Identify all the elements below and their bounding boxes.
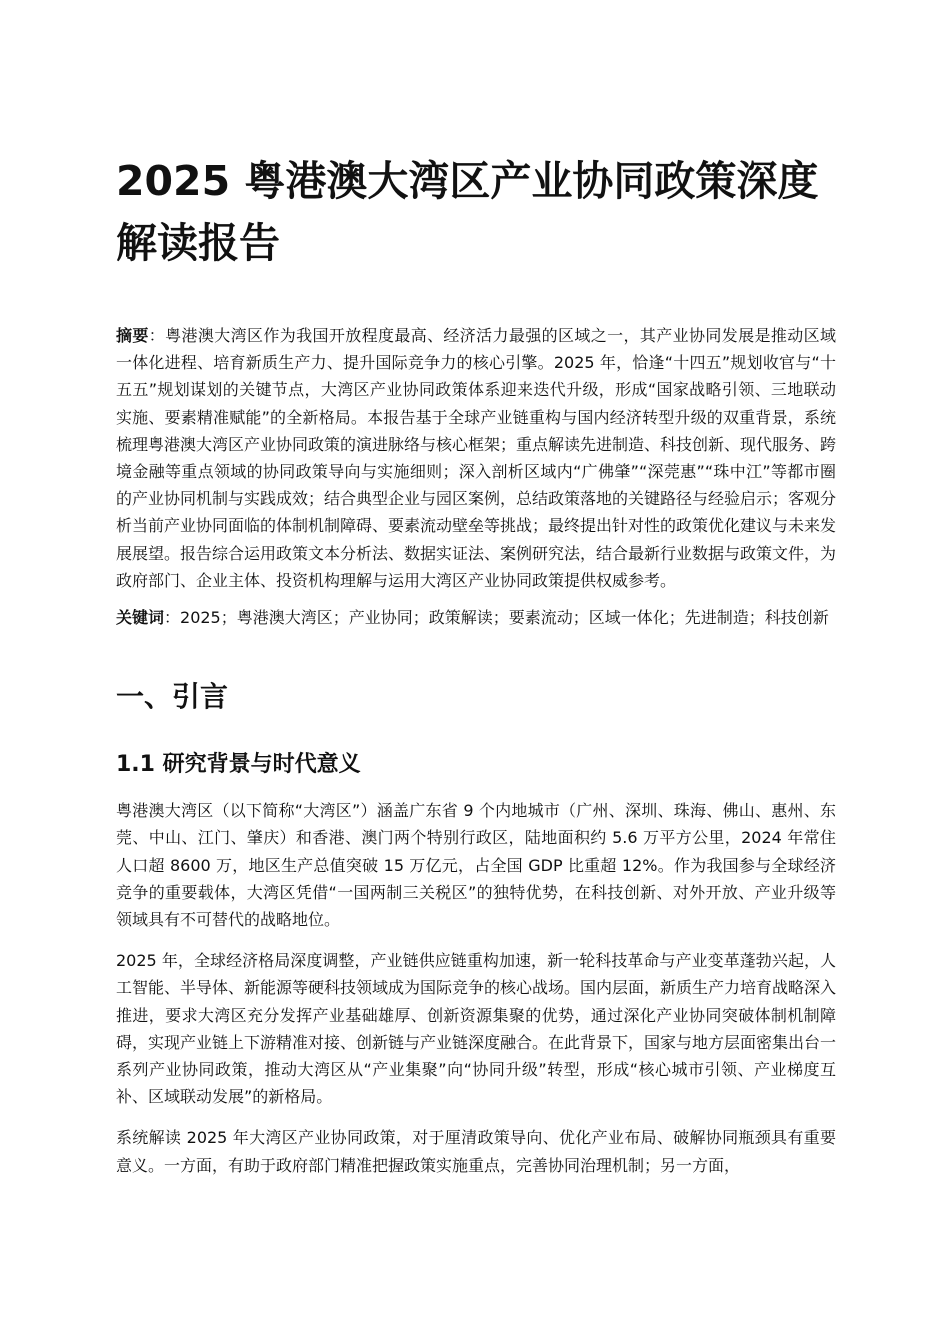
document-title-line-2: 解读报告 xyxy=(116,219,280,267)
keywords-text: ：2025；粤港澳大湾区；产业协同；政策解读；要素流动；区域一体化；先进制造；科技创新 xyxy=(164,608,829,628)
abstract-text: ：粤港澳大湾区作为我国开放程度最高、经济活力最强的区域之一，其产业协同发展是推动区域一体化进程、培育新质生产力、提升国际竞争力的核心引擎。2025 年，恰逢“十四五”规划收官与“十五五”规划谋划的关键节点，大湾区产业协同政策体系迎来迭代升级，形成“国家战略引领、三地联动实施、要素精准赋能”的全新格局。本报告基于全球产业链重构与国内经济转型升级的双重背景，系统梳理粤港澳大湾区产业协同政策的演进脉络与核心框架；重点解读先进制造、科技创新、现代服务、跨境金融等重点领域的协同政策导向与实施细则；深入剖析区域内“广佛肇”“深莞惠”“珠中江”等都市圈的产业协同机制与实践成效；结合典型企业与园区案例，总结政策落地的关键路径与经验启示；客观分析当前产业协同面临的体制机制障碍、要素流动壁垒等挑战；最终提出针对性的政策优化建议与未来发展展望。报告综合运用政策文本分析法、数据实证法、案例研究法，结合最新行业数据与政策文件，为政府部门、企业主体、投资机构理解与运用大湾区产业协同政策提供权威参考。 xyxy=(116,326,837,590)
abstract-paragraph xyxy=(116,322,836,594)
document-title xyxy=(116,150,836,274)
body-paragraph: 粤港澳大湾区（以下简称“大湾区”）涵盖广东省 9 个内地城市（广州、深圳、珠海、佛山、惠州、东莞、中山、江门、肇庆）和香港、澳门两个特别行政区，陆地面积约 5.6 万平方公里，2024 年常住人口超 8600 万，地区生产总值突破 15 万亿元，占全国 GDP 比重超 12%。作为我国参与全球经济竞争的重要载体，大湾区凭借“一国两制三关税区”的独特优势，在科技创新、对外开放、产业升级等领域具有不可替代的战略地位。 xyxy=(116,801,836,930)
keywords-label: 关键词 xyxy=(116,608,165,628)
subsection-heading-background: 1.1 研究背景与时代意义 xyxy=(116,752,361,778)
body-paragraph: 系统解读 2025 年大湾区产业协同政策，对于厘清政策导向、优化产业布局、破解协同瓶颈具有重要意义。一方面，有助于政府部门精准把握政策实施重点，完善协同治理机制；另一方面， xyxy=(116,1128,836,1175)
document-title-line-1: 2025 粤港澳大湾区产业协同政策深度 xyxy=(116,157,819,205)
document-page xyxy=(116,150,836,1179)
section-heading-introduction: 一、引言 xyxy=(116,680,229,714)
abstract-label: 摘要 xyxy=(116,326,149,345)
keywords-paragraph xyxy=(116,604,836,631)
body-paragraph: 2025 年，全球经济格局深度调整，产业链供应链重构加速，新一轮科技革命与产业变革蓬勃兴起，人工智能、半导体、新能源等硬科技领域成为国际竞争的核心战场。国内层面，新质生产力培育战略深入推进，要求大湾区充分发挥产业基础雄厚、创新资源集聚的优势，通过深化产业协同突破体制机制障碍，实现产业链上下游精准对接、创新链与产业链深度融合。在此背景下，国家与地方层面密集出台一系列产业协同政策，推动大湾区从“产业集聚”向“协同升级”转型，形成“核心城市引领、产业梯度互补、区域联动发展”的新格局。 xyxy=(116,951,837,1107)
